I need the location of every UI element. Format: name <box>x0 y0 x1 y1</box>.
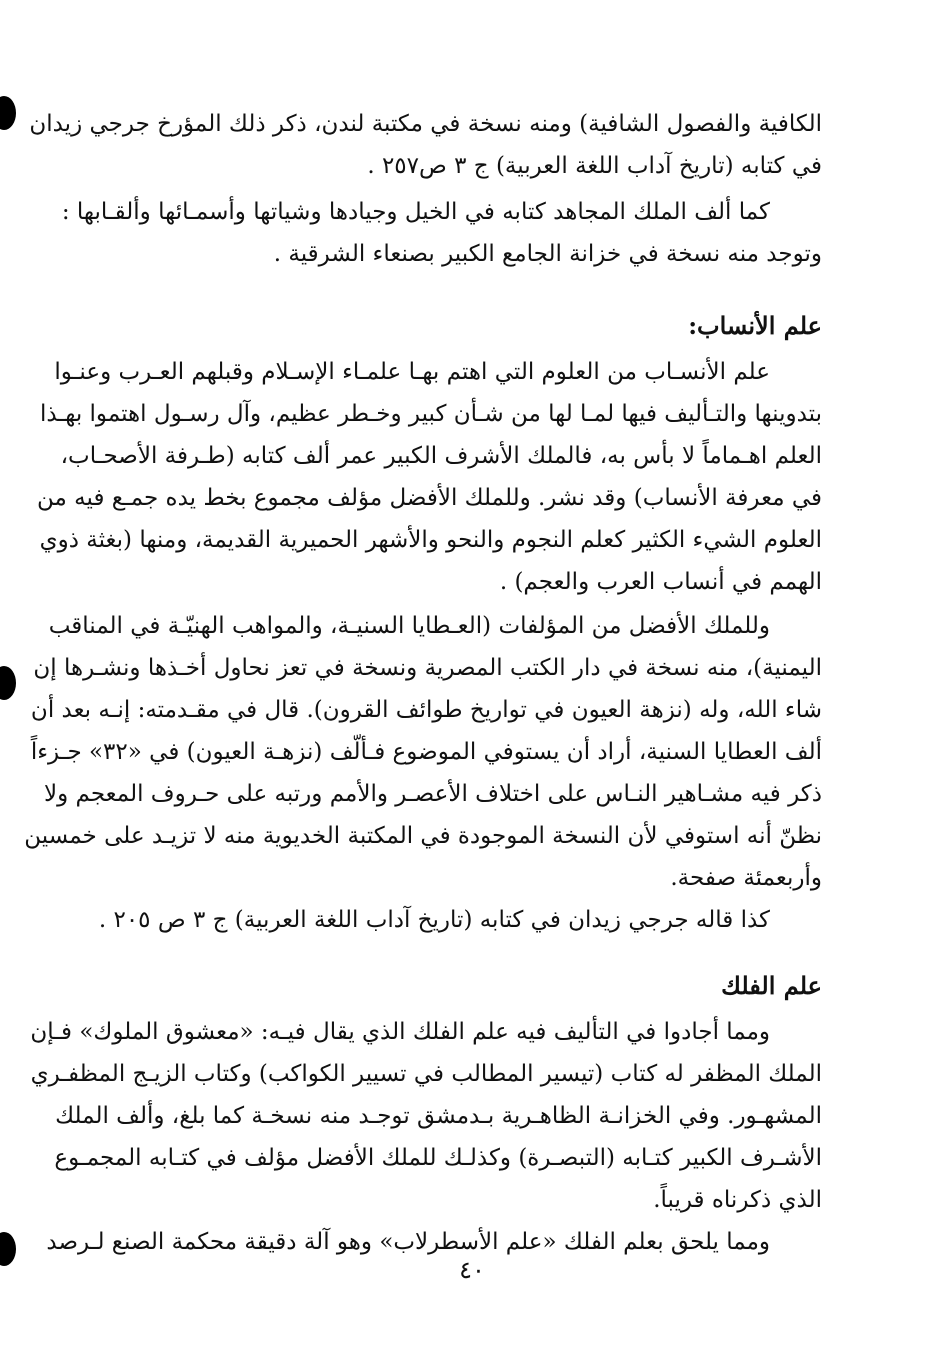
text-line: في كتابه (تاريخ آداب اللغة العربية) ج ٣ ص٢٥٧ . <box>367 153 822 179</box>
text-line: ومما أجادوا في التأليف فيه علم الفلك الذي يقال فيـه: «معشوق الملوك» فـإن <box>30 1019 770 1045</box>
section-heading-astronomy: علم الفلك <box>721 971 822 1000</box>
text-line: الكافية والفصول الشافية) ومنه نسخة في مكتبة لندن، ذكر ذلك المؤرخ جرجي زيدان <box>29 111 822 137</box>
section-heading-genealogy: علم الأنساب: <box>688 311 822 340</box>
text-line: بتدوينها والتـأليف فيها لمـا لها من شـأن كبير وخـطر عظيم، وآل رسـول اهتموا بهـذا <box>40 401 822 427</box>
text-line: شاء الله، وله (نزهة العيون في تواريخ طوائف القرون). قال في مقـدمته: إنـه بعد أن <box>30 697 822 723</box>
text-line: ألف العطايا السنية، أراد أن يستوفي الموضوع فـألّف (نزهـة العيون) في «٣٢» جـزءاً <box>30 739 822 765</box>
binding-hole-middle <box>0 666 16 700</box>
text-line: الهمم في أنساب العرب والعجم) . <box>499 569 822 595</box>
text-line: وتوجد منه نسخة في خزانة الجامع الكبير بصنعاء الشرقية . <box>273 241 822 267</box>
text-line: وللملك الأفضل من المؤلفات (العـطايا السنيـة، والمواهب الهنيّـة في المناقب <box>48 613 770 639</box>
text-line: ومما يلحق بعلم الفلك «علم الأسطرلاب» وهو آلة دقيقة محكمة الصنع لـرصد <box>46 1229 770 1255</box>
text-line: كما ألف الملك المجاهد كتابه في الخيل وجيادها وشياتها وأسمـائها وألقـابها : <box>61 199 770 225</box>
text-line: اليمنية)، منه نسخة في دار الكتب المصرية ونسخة في تعز نحاول أخـذها ونشـرها إن <box>33 655 822 681</box>
text-line: العلوم الشيء الكثير كعلم النجوم والنحو والأشهر الحميرية القديمة، ومنها (بغثة ذوي <box>39 527 822 553</box>
text-line: وأربعمئة صفحة. <box>670 865 822 891</box>
text-line: في معرفة الأنساب) وقد نشر. وللملك الأفضل مؤلف مجموع بخط يده جمـع فيه من <box>37 485 822 511</box>
text-line: العلم اهـماماً لا بأس به، فالملك الأشرف الكبير عمر ألف كتابه (طـرفة الأصحـاب، <box>60 443 822 469</box>
page-number: ٤٠ <box>459 1256 485 1284</box>
text-line: الأشـرف الكبير كتـابه (التبصـرة) وكذلـك للملك الأفضل مؤلف في كتـابه المجمـوع <box>54 1145 822 1171</box>
text-line: الملك المظفر له كتاب (تيسير المطالب في تسيير الكواكب) وكتاب الزيـج المظفـري <box>30 1061 822 1087</box>
binding-hole-top <box>0 96 16 130</box>
text-line: المشهـور. وفي الخزانـة الظاهـرية بـدمشق توجـد منه نسخـة كما بلغ، وألف الملك <box>55 1103 822 1129</box>
text-line: ذكر فيه مشـاهير النـاس على اختلاف الأعصـر والأمم ورتبه على حـروف المعجم ولا <box>43 781 822 807</box>
text-line: علم الأنسـاب من العلوم التي اهتم بهـا علمـاء الإسـلام وقبلهم العـرب وعنـوا <box>54 359 770 385</box>
text-line: الذي ذكرناه قريباً. <box>653 1187 822 1213</box>
text-line: نظنّ أنه استوفي لأن النسخة الموجودة في المكتبة الخديوية منه لا تزيـد على خمسين <box>24 823 822 849</box>
text-line: كذا قاله جرجي زيدان في كتابه (تاريخ آداب اللغة العربية) ج ٣ ص ٢٠٥ . <box>98 907 770 933</box>
text-column <box>24 0 822 1255</box>
